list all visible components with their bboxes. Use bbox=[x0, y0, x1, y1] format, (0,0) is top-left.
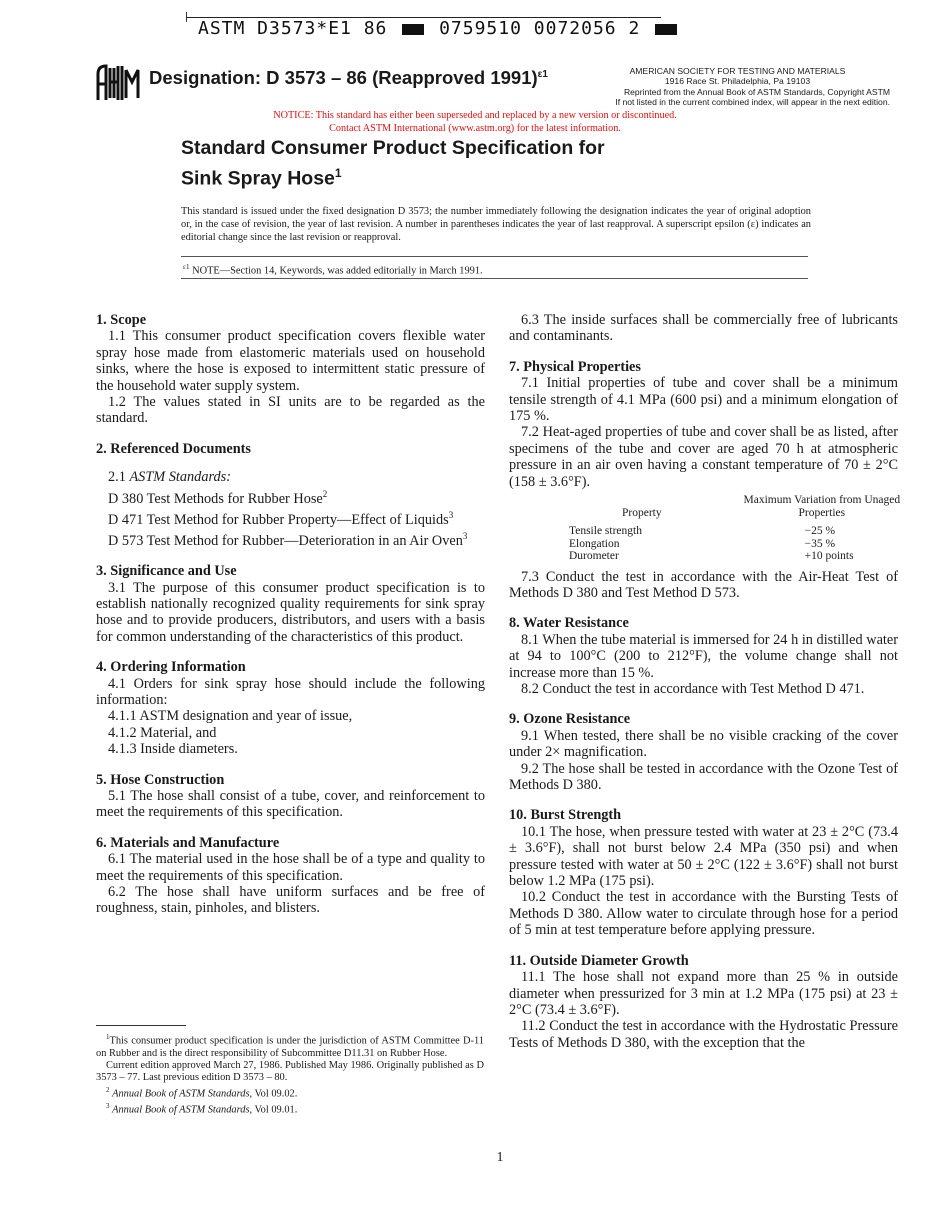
right-column bbox=[509, 312, 901, 1051]
stamp-part1: ASTM D3573*E1 86 bbox=[198, 18, 388, 39]
paragraph: 7.3 Conduct the test in accordance with the Air-Heat Test of Methods D 380 and Test Method D 573. bbox=[509, 568, 898, 601]
paragraph: 9.1 When tested, there shall be no visible cracking of the cover under 2× magnification. bbox=[509, 727, 898, 761]
paragraph: 7.1 Initial properties of tube and cover shall be a minimum tensile strength of 4.1 MPa (600 psi) and a minimum elongation of 175 %. bbox=[509, 375, 898, 425]
table-cell: Tensile strength bbox=[569, 525, 642, 538]
section-heading: 5. Hose Construction bbox=[96, 771, 225, 788]
section-heading: 3. Significance and Use bbox=[96, 563, 237, 580]
list-item: 4.1.3 Inside diameters. bbox=[108, 741, 238, 758]
document-stamp bbox=[198, 18, 680, 39]
intro-paragraph: This standard is issued under the fixed designation D 3573; the number immediately following the designation indicates the year of original adoption or, in the case of revision, the year of last revision. A number in parentheses indicates the year of last reapproval. A superscript epsilon (ε) indicates an editorial change since the last revision or reapproval. bbox=[181, 206, 811, 243]
table-cell: Elongation bbox=[569, 537, 620, 550]
footnote: $^1$This consumer product specification is under the jurisdiction of ASTM Committee D-11 on Rubber and is the direct responsibility of Subcommittee D11.31 on Rubber Hose. bbox=[96, 1033, 484, 1059]
table-row bbox=[559, 525, 919, 538]
designation-superscript: ε1 bbox=[537, 68, 548, 80]
title-line: Sink Spray Hose$^1$ bbox=[181, 166, 342, 190]
paragraph: 2.1 ASTM Standards: bbox=[108, 469, 231, 486]
paragraph: 1.1 This consumer product specification covers flexible water spray hose made from elastomeric materials used on household sinks, where the hose is exposed to intermittent static pressure of the household water supply system. bbox=[96, 328, 485, 394]
footnotes bbox=[96, 1031, 484, 1117]
table-cell: Durometer bbox=[569, 550, 619, 563]
paragraph: 11.2 Conduct the test in accordance with the Hydrostatic Pressure Tests of Methods D 380, with the exception that the bbox=[509, 1018, 898, 1051]
property-table bbox=[559, 494, 919, 563]
astm-logo-icon bbox=[94, 62, 142, 104]
editorial-note: $^{\varepsilon 1}$ NOTE—Section 14, Keywords, was added editorially in March 1991. bbox=[183, 263, 483, 277]
divider bbox=[181, 278, 808, 279]
paragraph: 8.2 Conduct the test in accordance with Test Method D 471. bbox=[521, 681, 865, 697]
paragraph: 3.1 The purpose of this consumer product specification is to establish nationally recognized quality requirements for sink spray hose and to provide producers, distributors, and users with a basis for common understanding of the characteristics of this product. bbox=[96, 579, 485, 645]
section-heading: 2. Referenced Documents bbox=[96, 440, 251, 457]
paragraph: 8.1 When the tube material is immersed for 24 h in distilled water at 94 to 100°C (200 to 212°F), the volume change shall not increase more than 15 %. bbox=[509, 631, 898, 681]
paragraph: 6.1 The material used in the hose shall be of a type and quality to meet the requirements of this specification. bbox=[96, 851, 485, 884]
left-column bbox=[96, 312, 485, 917]
paragraph: 5.1 The hose shall consist of a tube, cover, and reinforcement to meet the requirements of this specification. bbox=[96, 788, 485, 821]
divider bbox=[181, 256, 808, 257]
notice-line: NOTICE: This standard has either been superseded and replaced by a new version or discontinued. bbox=[273, 110, 677, 121]
stamp-block-icon bbox=[655, 24, 677, 35]
paragraph: 4.1 Orders for sink spray hose should include the following information: bbox=[96, 675, 485, 709]
table-cell: −35 % bbox=[804, 537, 836, 550]
reference-item: D 471 Test Method for Rubber Property—Effect of Liquids$^3$ bbox=[108, 509, 454, 528]
document-title bbox=[181, 136, 605, 192]
section-heading: 10. Burst Strength bbox=[509, 807, 622, 824]
notice-line: Contact ASTM International (www.astm.org) for the latest information. bbox=[329, 122, 621, 134]
designation: Designation: D 3573 – 86 (Reapproved 1991)$^{\varepsilon 1}$ bbox=[149, 67, 548, 88]
publisher-block bbox=[585, 66, 890, 108]
paragraph: 6.2 The hose shall have uniform surfaces and be free of roughness, stain, pinholes, and blisters. bbox=[96, 884, 485, 917]
table-header: Property bbox=[621, 506, 662, 519]
paragraph: 10.2 Conduct the test in accordance with the Bursting Tests of Methods D 380. Allow water to circulate through hose for a period of 5 min at test temperature before applying pressure. bbox=[509, 889, 898, 939]
reference-item: D 573 Test Method for Rubber—Deterioration in an Air Oven$^3$ bbox=[108, 531, 468, 549]
footnote: Current edition approved March 27, 1986. Published May 1986. Originally published as D 3573 – 77. Last previous edition D 3573 – 80. bbox=[96, 1059, 484, 1083]
section-heading: 9. Ozone Resistance bbox=[509, 711, 631, 728]
supersede-notice bbox=[0, 110, 950, 135]
section-heading: 8. Water Resistance bbox=[509, 615, 629, 632]
section-heading: 6. Materials and Manufacture bbox=[96, 834, 280, 851]
reference-item: D 380 Test Methods for Rubber Hose$^2$ bbox=[108, 488, 328, 507]
stamp-block-icon bbox=[402, 24, 424, 35]
page-number: 1 bbox=[496, 1150, 504, 1165]
footnote-rule bbox=[96, 1025, 186, 1026]
paragraph: 9.2 The hose shall be tested in accordance with the Ozone Test of Methods D 380. bbox=[509, 760, 898, 794]
publisher-line: AMERICAN SOCIETY FOR TESTING AND MATERIALS bbox=[629, 66, 846, 76]
footnote: $^2$ Annual Book of ASTM Standards, Vol 09.02. bbox=[106, 1085, 298, 1100]
paragraph: 6.3 The inside surfaces shall be commercially free of lubricants and contaminants. bbox=[509, 312, 898, 345]
list-item: 4.1.2 Material, and bbox=[108, 724, 217, 741]
title-footnote-mark: 1 bbox=[334, 166, 342, 180]
publisher-line: If not listed in the current combined index, will appear in the next edition. bbox=[615, 97, 890, 108]
title-line: Standard Consumer Product Specification for bbox=[181, 137, 605, 159]
footnote: $^3$ Annual Book of ASTM Standards, Vol 09.01. bbox=[106, 1102, 298, 1116]
paragraph: 7.2 Heat-aged properties of tube and cover shall be as listed, after specimens of the tube and cover are aged 70 h at atmospheric pressure in an air oven having a constant temperature of 70 ± 2°C (158 ± 3.6°F). bbox=[509, 424, 898, 490]
list-item: 4.1.1 ASTM designation and year of issue, bbox=[108, 708, 353, 725]
paragraph: 1.2 The values stated in SI units are to be regarded as the standard. bbox=[96, 394, 485, 427]
table-cell: −25 % bbox=[804, 525, 836, 538]
paragraph: 11.1 The hose shall not expand more than 25 % in outside diameter when pressurized for 3 min at 1.2 MPa (175 psi) at 23 ± 2°C (73.4 ± 3.6°F). bbox=[509, 969, 898, 1018]
section-heading: 7. Physical Properties bbox=[509, 358, 641, 375]
table-row bbox=[559, 538, 919, 551]
section-heading: 4. Ordering Information bbox=[96, 659, 246, 676]
publisher-line: Reprinted from the Annual Book of ASTM Standards, Copyright ASTM bbox=[623, 86, 890, 97]
section-heading: 11. Outside Diameter Growth bbox=[509, 952, 689, 969]
table-header: Maximum Variation from Unaged Properties bbox=[743, 494, 901, 519]
table-row bbox=[559, 550, 919, 563]
stamp-part2: 0759510 0072056 2 bbox=[439, 18, 641, 39]
table-cell: +10 points bbox=[804, 550, 854, 563]
section-heading: 1. Scope bbox=[96, 312, 147, 328]
paragraph: 10.1 The hose, when pressure tested with water at 23 ± 2°C (73.4 ± 3.6°F), shall not burst below 2.4 MPa (350 psi) and when pressure tested with water at 50 ± 2°C (122 ± 3.6°F) shall not burst below 1.2 MPa (175 psi). bbox=[509, 823, 898, 890]
publisher-line: 1916 Race St. Philadelphia, Pa 19103 bbox=[664, 76, 811, 87]
